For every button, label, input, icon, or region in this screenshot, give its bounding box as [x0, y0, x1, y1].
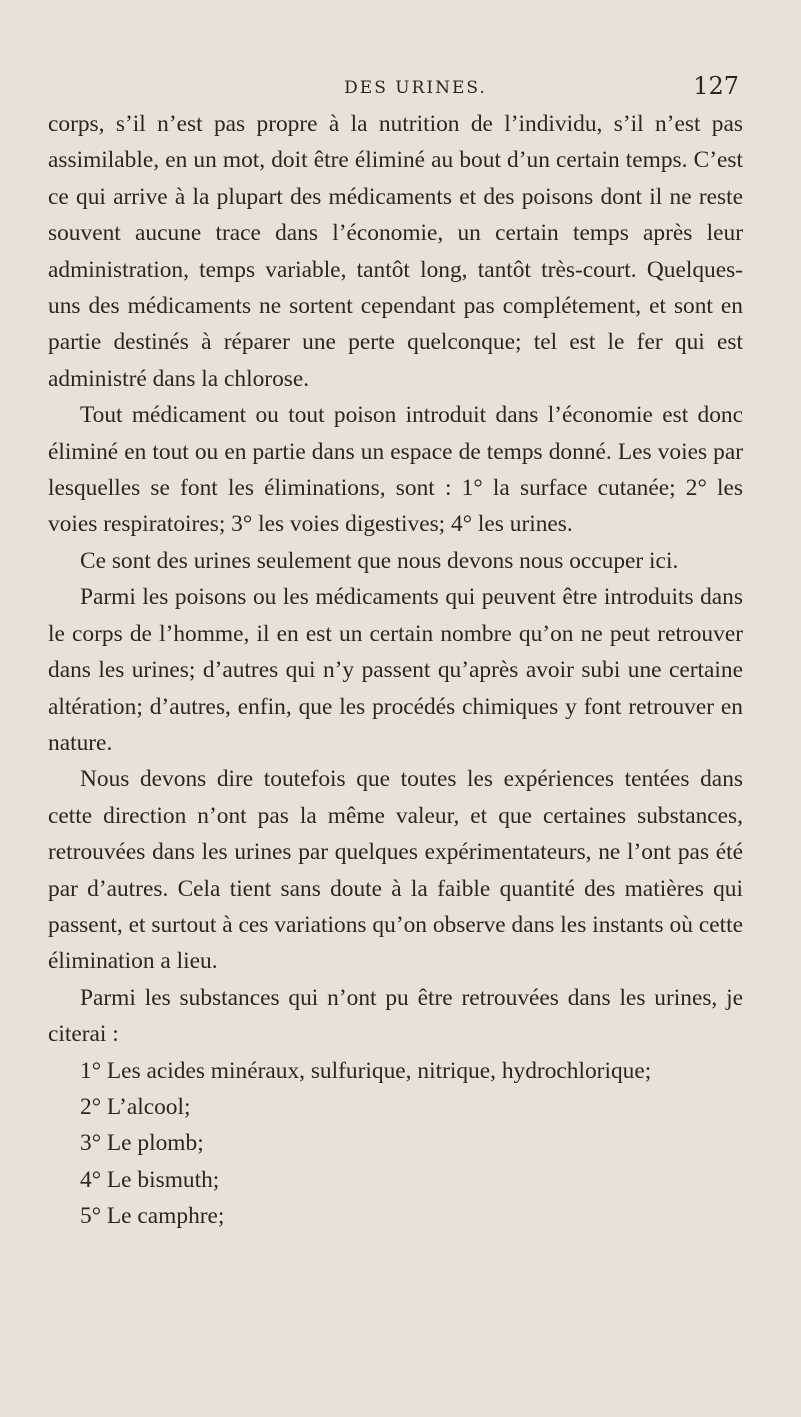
paragraph: Nous devons dire toutefois que toutes les expériences tentées dans cette direction n’ont pas la même valeur, et que certaines substances, retrouvées dans les urines par quelques expérimentateurs, ne l’ont pas été par d’autres. Cela tient sans doute à la faible quantité des matières qui passent, et surtout à ces variations qu’on observe dans les instants où cette élimination a lieu.	[48, 766, 743, 975]
paragraph: corps, s’il n’est pas propre à la nutrition de l’individu, s’il n’est pas assimilable, en un mot, doit être éliminé au bout d’un certain temps. C’est ce qui arrive à la plupart des médicaments et des poisons dont il ne reste souvent aucune trace dans l’économie, un certain temps après leur administration, temps variable, tantôt long, tantôt très-court. Quelques-uns des médicaments ne sortent cependant pas complétement, et sont en partie destinés à réparer une perte quelconque; tel est le fer qui est administré dans la chlorose.	[48, 111, 743, 392]
list-item: 1° Les acides minéraux, sulfurique, nitrique, hydrochlorique;	[80, 1057, 652, 1084]
paragraph: Ce sont des urines seulement que nous devons nous occuper ici.	[80, 547, 679, 574]
list-item: 2° L’alcool;	[80, 1093, 191, 1120]
page-header	[48, 72, 743, 102]
running-head: DES URINES.	[344, 78, 487, 98]
list-item: 3° Le plomb;	[80, 1130, 204, 1157]
paragraph: Tout médicament ou tout poison introduit dans l’économie est donc éliminé en tout ou en partie dans un espace de temps donné. Les voies par lesquelles se font les éliminations, sont : 1° la surface cutanée; 2° les voies respiratoires; 3° les voies digestives; 4° les urines.	[48, 402, 743, 538]
body-text	[48, 106, 743, 1235]
list-item: 5° Le camphre;	[80, 1203, 225, 1230]
paragraph: Parmi les poisons ou les médicaments qui peuvent être introduits dans le corps de l’homme, il en est un certain nombre qu’on ne peut retrouver dans les urines; d’autres qui n’y passent qu’après avoir subi une certaine altération; d’autres, enfin, que les procédés chimiques y font retrouver en nature.	[48, 584, 743, 756]
page-number: 127	[693, 72, 739, 100]
list-item: 4° Le bismuth;	[80, 1166, 220, 1193]
paragraph: Parmi les substances qui n’ont pu être retrouvées dans les urines, je citerai :	[48, 984, 743, 1048]
